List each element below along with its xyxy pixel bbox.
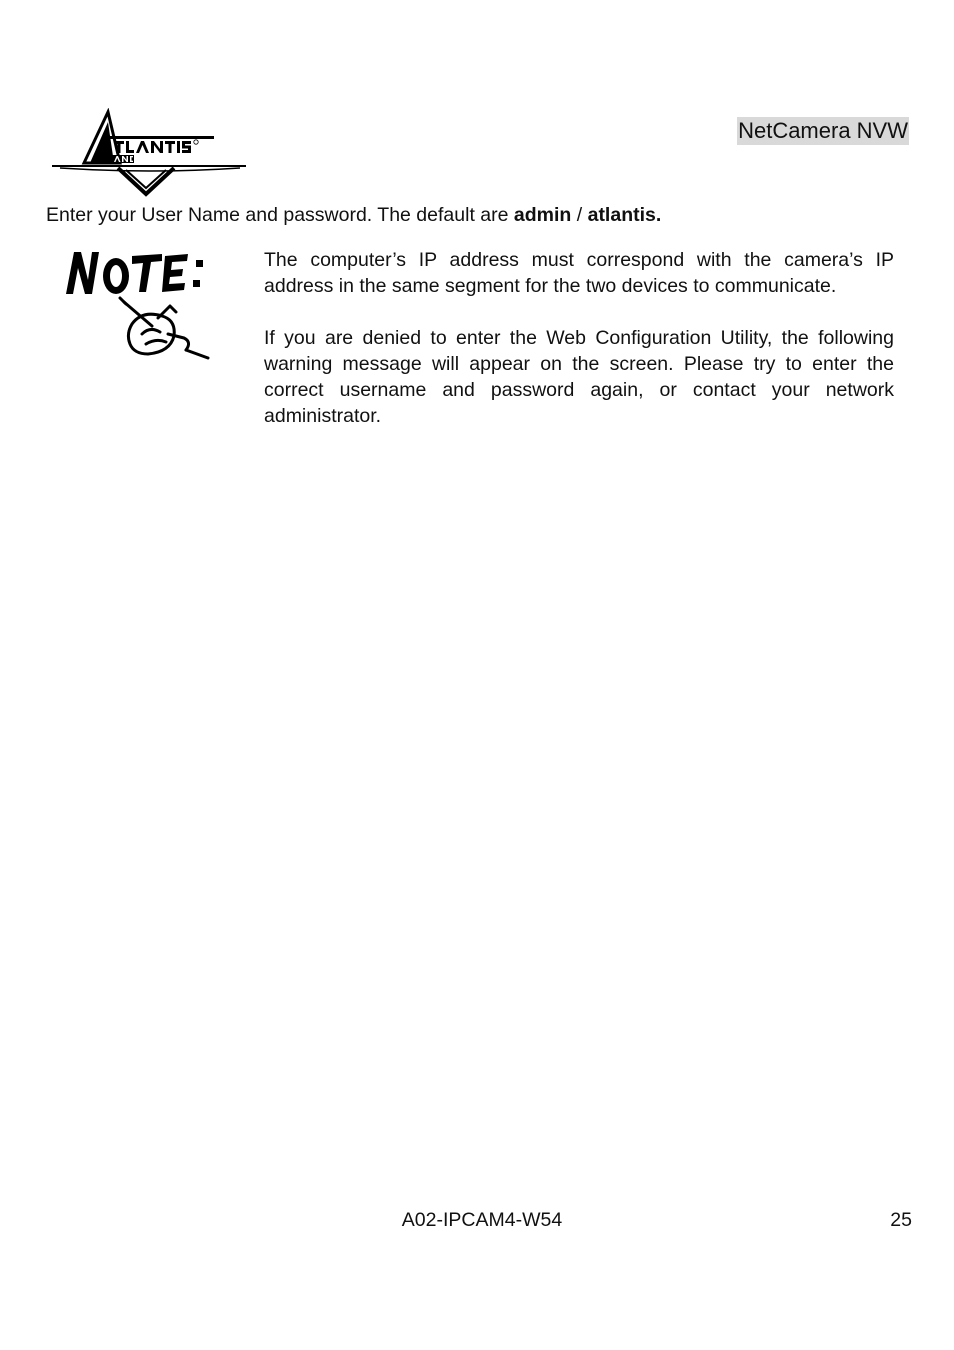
document-header-title: NetCamera NVW <box>738 118 908 143</box>
note-paragraph-denied: If you are denied to enter the Web Configuration Utility, the following warning message will appear on the screen. Please try to enter the correct username and password again, or contact your network administrator. <box>264 327 894 427</box>
default-password: atlantis. <box>587 204 662 226</box>
footer-model-number: A02-IPCAM4-W54 <box>401 1209 563 1231</box>
note-pencil-icon <box>62 246 220 366</box>
login-instruction <box>46 202 661 228</box>
note-content <box>264 247 894 429</box>
intro-text: Enter your User Name and password. The default are <box>46 204 514 226</box>
default-username: admin <box>513 204 572 226</box>
atlantis-land-logo <box>50 108 250 198</box>
credential-separator: / <box>571 204 588 226</box>
footer-page-number: 25 <box>890 1209 912 1231</box>
note-paragraph-ip: The computer’s IP address must correspond with the camera’s IP address in the same segment for the two devices to communicate. <box>264 249 894 297</box>
